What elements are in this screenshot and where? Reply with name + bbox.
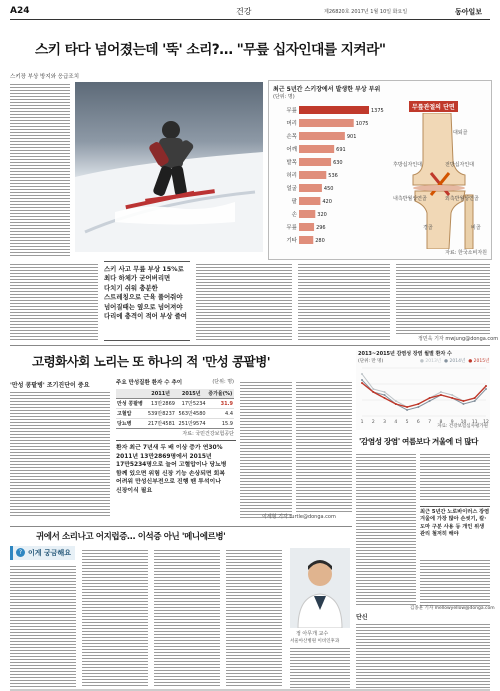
column-label-box (10, 546, 75, 560)
table-row (116, 409, 234, 419)
bar-value-label: 536 (328, 173, 338, 179)
x-tick-label: 7 (428, 420, 432, 424)
article1-body-col5 (396, 262, 490, 334)
knee-label-acl: 전방십자인대 (445, 162, 474, 168)
data-point (361, 379, 363, 381)
headline-ski: 스키 타다 넘어졌는데 '뚝' 소리?… "무릎 십자인대를 지켜라" (35, 42, 386, 58)
table-row (116, 419, 234, 429)
kidney-table-source: 자료: 국민건강보험공단 (182, 431, 234, 437)
doctor-affiliation: 서울아산병원 이비인후과 (290, 639, 340, 644)
masthead-rule (10, 19, 490, 20)
bar-value-label: 450 (323, 186, 334, 192)
bar-category-label: 손목 (286, 134, 297, 140)
bar (299, 119, 354, 127)
enteritis-chart-panel (356, 350, 490, 430)
data-point (384, 391, 386, 393)
data-point (440, 394, 442, 396)
article1-body-col1 (10, 82, 70, 257)
notice-label: 단신 (356, 614, 368, 621)
data-point (485, 388, 487, 390)
injury-bar-chart (271, 101, 389, 249)
article1-pullquote-text: 스키 사고 무릎 부상 15%로 최다 하체가 굳어버리면 다치기 쉬워 충분한 스트레칭으로 근육 풀어줘야 넘어질때는 옆으로 넘어져야 다리에 충격이 적어 부상 줄여 (104, 265, 187, 321)
data-point (372, 388, 374, 390)
article3-body-col1 (356, 452, 416, 606)
table-cell: 563만4580 (176, 409, 207, 419)
knee-label-femur: 대퇴골 (453, 130, 468, 136)
data-point (451, 397, 453, 399)
page-number: A24 (10, 6, 30, 16)
article3-body-col2 (420, 452, 490, 502)
section-divider-2 (10, 526, 352, 527)
table-cell: 고혈압 (116, 409, 145, 419)
table-cell: 539만8237 (145, 409, 176, 419)
data-point (429, 400, 431, 402)
data-point (462, 403, 464, 405)
bar-category-label: 허리 (286, 173, 297, 179)
headline-meniere: 귀에서 소리나고 어지럽증… 이석증 아닌 '메니에르병' (36, 532, 226, 542)
bar-value-label: 1075 (355, 121, 369, 127)
bar-value-label: 901 (346, 134, 357, 140)
article2-byline: 이세형 기자 turtle@donga.com (262, 514, 336, 520)
data-point (462, 400, 464, 402)
data-point (395, 403, 397, 405)
kidney-data-table (116, 389, 234, 429)
injury-chart-panel (268, 80, 492, 260)
doctor-photo (290, 548, 350, 628)
article1-body-col2 (10, 262, 98, 340)
article2-body-col3 (296, 380, 352, 512)
article4-body-col3 (154, 548, 220, 688)
article1-byline: 정민욱 기자 mwjung@donga.com (418, 336, 499, 342)
series-line (362, 380, 486, 410)
injury-chart-unit: (단위: 명) (273, 94, 295, 100)
data-point (440, 391, 442, 393)
table-cell: 15.9 (207, 419, 234, 429)
masthead (0, 6, 500, 18)
knee-label-fibula: 비골 (471, 225, 481, 231)
article3-pullquote (420, 506, 490, 555)
skier-illustration (75, 82, 263, 252)
data-point (417, 406, 419, 408)
article2-body-col1 (10, 390, 110, 518)
headline-kidney: 고령화사회 노리는 또 하나의 적 '만성 콩팥병' (32, 354, 271, 369)
bar-category-label: 손 (291, 212, 297, 218)
table-cell: 17만5234 (176, 399, 207, 409)
bar (299, 197, 320, 205)
table-cell: 31.9 (207, 399, 234, 409)
bar-value-label: 420 (322, 199, 332, 205)
x-tick-label: 11 (471, 420, 478, 424)
article2-pullquote (116, 440, 236, 519)
x-tick-label: 12 (483, 420, 489, 424)
bar-value-label: 296 (316, 225, 326, 231)
enteritis-line-chart (356, 364, 490, 424)
bar (299, 106, 369, 114)
legend-item: ● 2014년 (444, 359, 466, 364)
article4-body-col4 (226, 548, 282, 688)
bar-value-label: 630 (333, 160, 343, 166)
data-point (372, 391, 374, 393)
article4-body-col5 (290, 646, 350, 688)
x-tick-label: 4 (394, 420, 398, 424)
bar (299, 210, 315, 218)
table-cell: 만성 콩팥병 (116, 399, 145, 409)
x-tick-label: 8 (439, 420, 443, 424)
table-header-cell (116, 389, 145, 399)
enteritis-legend (420, 358, 489, 364)
bar-value-label: 320 (317, 212, 327, 218)
ski-photo (75, 82, 263, 252)
injury-chart-title: 최근 5년간 스키장에서 발생한 부상 부위 (273, 86, 381, 93)
data-point (474, 400, 476, 402)
bar (299, 236, 313, 244)
data-point (429, 397, 431, 399)
notice-body (356, 622, 490, 688)
kidney-table (116, 378, 234, 437)
x-tick-label: 3 (383, 420, 386, 424)
data-point (384, 394, 386, 396)
article1-subhead: 스키장 부상 방지와 응급조치 (10, 74, 80, 80)
question-icon: ? (16, 548, 25, 557)
column-label: 이게 궁금해요 (28, 549, 72, 557)
table-cell: 217만4581 (145, 419, 176, 429)
data-point (417, 403, 419, 405)
data-point (451, 394, 453, 396)
bar (299, 184, 322, 192)
article1-pullquote (104, 261, 190, 341)
kidney-table-title: 주요 만성질환 환자 수 추이 (116, 380, 183, 386)
data-point (384, 397, 386, 399)
x-tick-label: 10 (460, 420, 467, 424)
article4-body-col2 (82, 548, 148, 688)
table-cell: 13만2869 (145, 399, 176, 409)
data-point (361, 382, 363, 384)
bar-value-label: 280 (315, 238, 325, 244)
bar (299, 145, 334, 153)
bar-category-label: 얼굴 (286, 186, 297, 192)
kidney-table-unit: (단위: 명) (212, 379, 234, 385)
bar-category-label: 팔 (291, 199, 297, 205)
table-header-cell: 2011년 (145, 389, 176, 399)
legend-item: ● 2015년 (468, 359, 490, 364)
enteritis-chart-unit: (단위: 만 명) (358, 359, 384, 364)
data-point (406, 409, 408, 411)
bar-value-label: 1375 (371, 108, 384, 114)
knee-label-tibia: 경골 (423, 225, 433, 231)
knee-diagram-title: 무릎관절의 단면 (409, 101, 458, 112)
doctor-caption: 정 아무개 교수 (296, 631, 329, 637)
bar (299, 158, 331, 166)
enteritis-chart-source: 자료: 건강보험심사평가원 (437, 424, 488, 429)
data-point (474, 397, 476, 399)
article3-pullquote-text: 최근 5년간 노로바이러스 장염 겨울에 가장 많아 손씻기, 칼·도마 구분 사용 등 개인 위생 관리 철저히 해야 (420, 509, 490, 538)
bar-category-label: 발목 (286, 160, 297, 166)
x-tick-label: 9 (450, 420, 454, 424)
series-line (362, 374, 486, 407)
knee-diagram (393, 99, 487, 249)
table-cell: 4.4 (207, 409, 234, 419)
table-row (116, 399, 234, 409)
bar-category-label: 무릎 (286, 225, 297, 231)
section-name: 건강 (236, 7, 252, 16)
table-cell: 당뇨병 (116, 419, 145, 429)
x-tick-label: 5 (405, 420, 409, 424)
article3-body-col3 (420, 558, 490, 606)
knee-label-pcl: 후방십자인대 (393, 162, 422, 168)
legend-item: ● 2013년 (420, 359, 442, 364)
bar-category-label: 머리 (286, 121, 297, 127)
enteritis-chart-title: 2013~2015년 감염성 장염 월별 환자 수 (358, 351, 452, 357)
data-point (361, 373, 363, 375)
section-divider-1 (10, 345, 490, 346)
article2-pullquote-text: 환자 최근 7년새 두 배 이상 증가 연30% 2011년 13만2869명에서 2015년 17만5234명으로 늘어 고혈압이나 당뇨병 함께 있으면 위험 신장 기능 손상되면 회복 어려워 만성신부전으로 진행 땐 투석이나 신장이식 필요 (116, 445, 227, 494)
bar (299, 132, 345, 140)
bar-category-label: 무릎 (286, 108, 297, 114)
bar-category-label: 어깨 (286, 147, 297, 153)
doctor-portrait-icon (290, 548, 350, 628)
bar-category-label: 기타 (286, 238, 297, 244)
knee-label-medial: 내측반월상연골 (393, 196, 427, 202)
injury-chart-source: 자료: 한국소비자원 (445, 250, 487, 256)
paper-name: 동아일보 (455, 8, 483, 16)
bar-value-label: 691 (336, 147, 346, 153)
table-header-cell: 2015년 (176, 389, 207, 399)
headline-enteritis: '감염성 장염' 여름보다 겨울에 더 많다 (359, 437, 479, 446)
data-point (406, 406, 408, 408)
table-cell: 251만9574 (176, 419, 207, 429)
bar (299, 171, 326, 179)
x-tick-label: 1 (360, 420, 364, 424)
article1-body-col4 (298, 262, 390, 340)
bar (299, 223, 314, 231)
table-header-cell: 증가율(%) (208, 391, 233, 397)
issue-date: 제26820호 2017년 1월 10일 화요일 (324, 9, 408, 15)
kidney-box-title: '만성 콩팥병' 조기진단이 중요 (10, 382, 90, 389)
article1-body-col3 (196, 262, 292, 340)
data-point (485, 385, 487, 387)
x-tick-label: 2 (371, 420, 375, 424)
article4-body-col1 (10, 564, 76, 688)
x-tick-label: 6 (416, 420, 420, 424)
article3-byline: 김종훈 기자 mellowyellow@donga.com (410, 606, 495, 611)
data-point (395, 400, 397, 402)
article2-body-col2 (240, 380, 292, 518)
knee-label-lateral: 외측반월상연골 (445, 196, 479, 202)
